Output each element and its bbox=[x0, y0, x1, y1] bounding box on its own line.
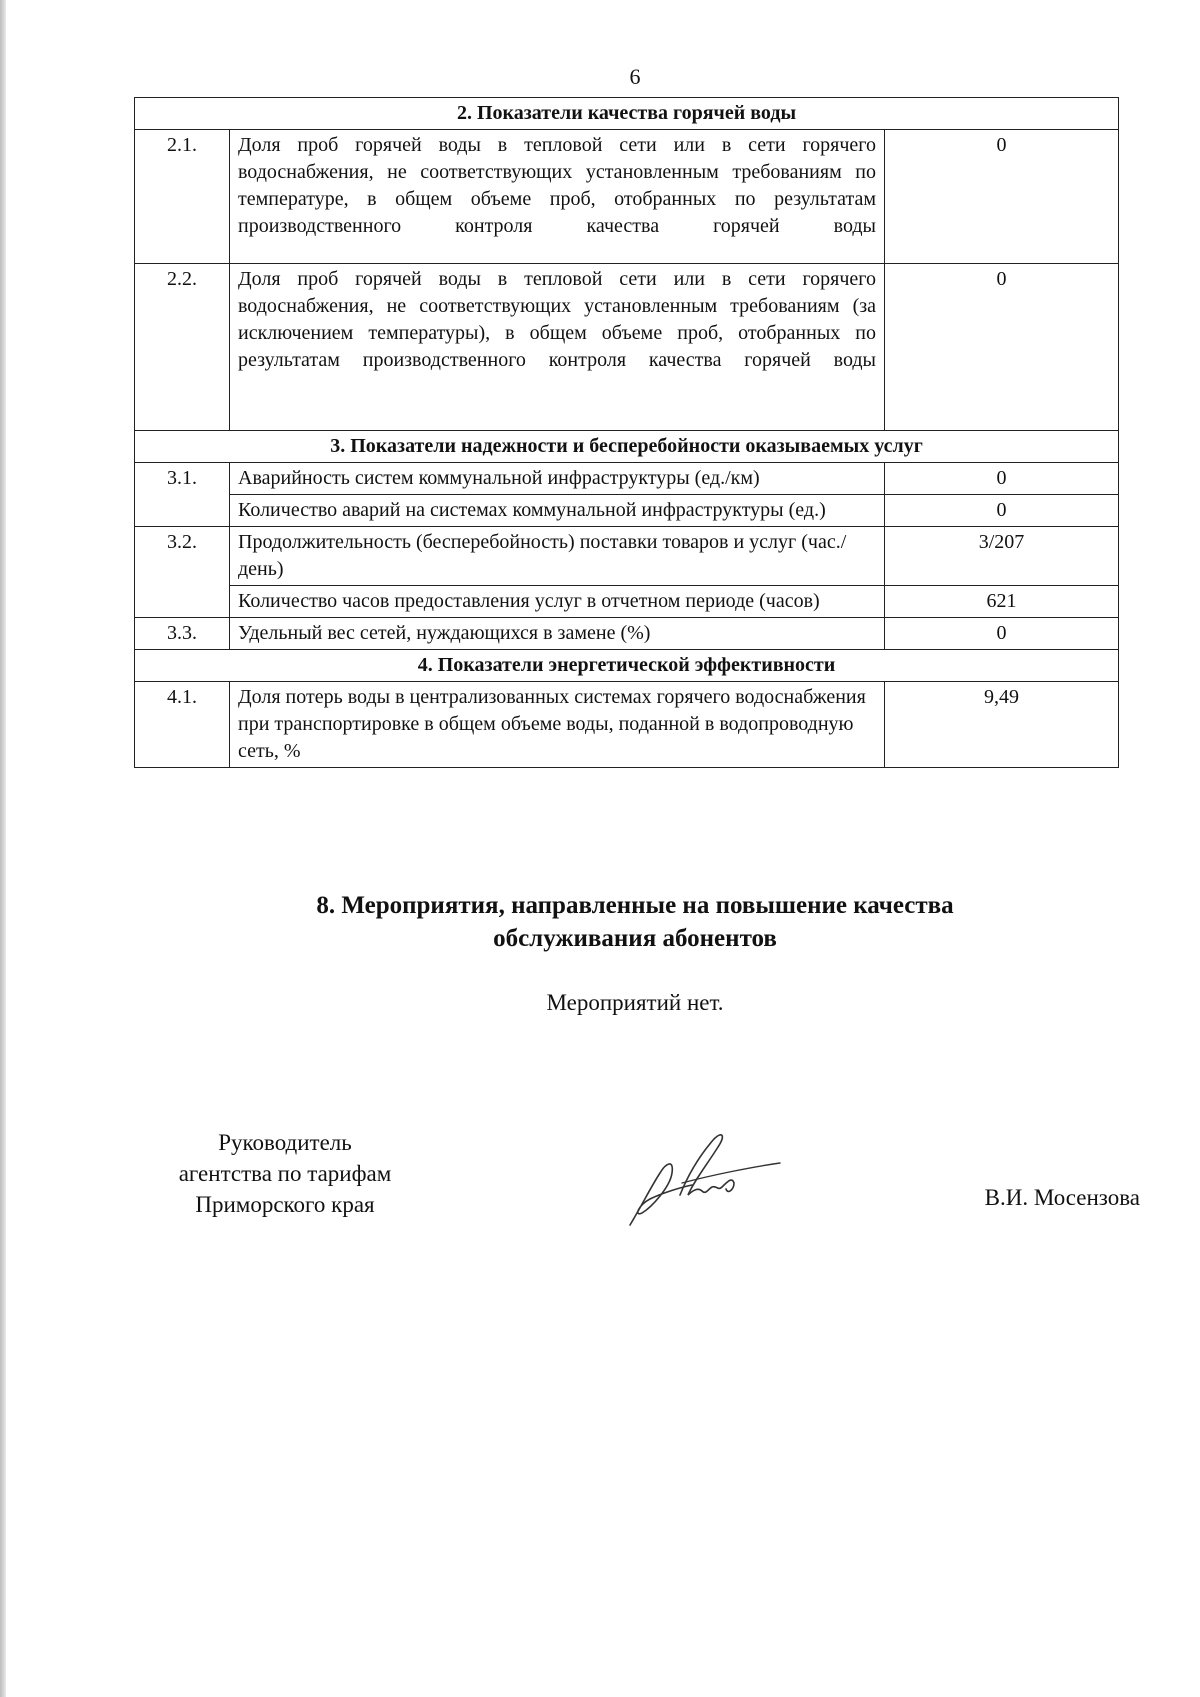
row-value: 621 bbox=[885, 586, 1119, 618]
table-row bbox=[135, 586, 1119, 618]
table-row bbox=[135, 527, 1119, 586]
row-number: 3.3. bbox=[135, 618, 230, 650]
scan-edge bbox=[0, 0, 6, 1697]
section-8-heading-line2: обслуживания абонентов bbox=[493, 925, 777, 952]
table-row bbox=[135, 618, 1119, 650]
row-number: 4.1. bbox=[135, 682, 230, 768]
section-header: 4. Показатели энергетической эффективности bbox=[135, 650, 1119, 682]
signer-title-line3: Приморского края bbox=[195, 1192, 375, 1217]
table-row bbox=[135, 495, 1119, 527]
row-value: 0 bbox=[885, 130, 1119, 264]
signer-title bbox=[140, 1127, 430, 1220]
row-description: Доля проб горячей воды в тепловой сети или в сети горячего водоснабжения, не соответствующих установленным требованиям (за исключением температуры), в общем объеме проб, отобранных по результатам производственного контроля качества горячей воды bbox=[230, 264, 885, 431]
page-number: 6 bbox=[629, 64, 641, 89]
row-description: Доля проб горячей воды в тепловой сети или в сети горячего водоснабжения, не соответствующих установленным требованиям по температуре, в общем объеме проб, отобранных по результатам производственного контроля качества горячей воды bbox=[230, 130, 885, 264]
signer-title-line2: агентства по тарифам bbox=[178, 1161, 392, 1186]
row-description: Удельный вес сетей, нуждающихся в замене (%) bbox=[230, 618, 885, 650]
indicators-table bbox=[134, 97, 1119, 768]
row-value: 0 bbox=[885, 463, 1119, 495]
row-number: 3.1. bbox=[135, 463, 230, 527]
section-header-row bbox=[135, 98, 1119, 130]
section-header-row bbox=[135, 650, 1119, 682]
row-description: Продолжительность (бесперебойность) поставки товаров и услуг (час./день) bbox=[230, 527, 885, 586]
section-8-heading-line1: 8. Мероприятия, направленные на повышение качества bbox=[316, 892, 954, 919]
signer-title-line1: Руководитель bbox=[218, 1130, 352, 1155]
row-value: 0 bbox=[885, 618, 1119, 650]
section-header-row bbox=[135, 431, 1119, 463]
table-row bbox=[135, 682, 1119, 768]
row-value: 3/207 bbox=[885, 527, 1119, 586]
section-header: 2. Показатели качества горячей воды bbox=[135, 98, 1119, 130]
row-value: 9,49 bbox=[885, 682, 1119, 768]
signer-name: В.И. Мосензова bbox=[984, 1185, 1140, 1210]
row-number: 2.1. bbox=[135, 130, 230, 264]
no-events-text: Мероприятий нет. bbox=[546, 990, 724, 1015]
row-description: Количество аварий на системах коммунальной инфраструктуры (ед.) bbox=[230, 495, 885, 527]
row-number: 2.2. bbox=[135, 264, 230, 431]
row-description: Аварийность систем коммунальной инфраструктуры (ед./км) bbox=[230, 463, 885, 495]
table-row bbox=[135, 130, 1119, 264]
section-8-heading bbox=[150, 889, 1120, 955]
row-description: Количество часов предоставления услуг в отчетном периоде (часов) bbox=[230, 586, 885, 618]
row-number: 3.2. bbox=[135, 527, 230, 618]
table-row bbox=[135, 463, 1119, 495]
row-value: 0 bbox=[885, 495, 1119, 527]
row-description: Доля потерь воды в централизованных системах горячего водоснабжения при транспортировке в общем объеме воды, поданной в водопроводную сеть, % bbox=[230, 682, 885, 768]
table-row bbox=[135, 264, 1119, 431]
row-value: 0 bbox=[885, 264, 1119, 431]
signature bbox=[622, 1125, 782, 1230]
section-header: 3. Показатели надежности и бесперебойности оказываемых услуг bbox=[135, 431, 1119, 463]
